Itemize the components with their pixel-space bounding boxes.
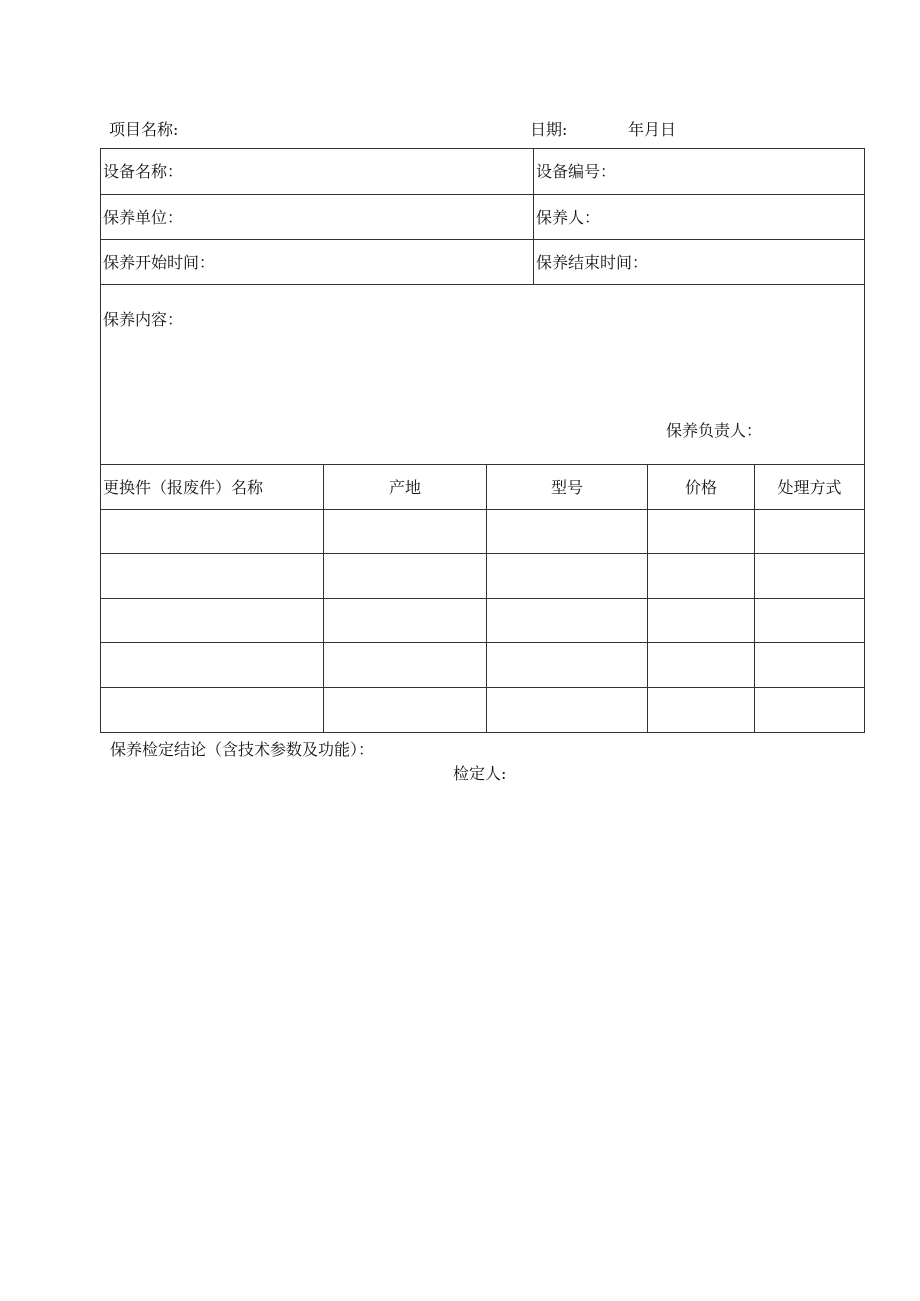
table-cell[interactable] [486, 598, 648, 643]
maintainer-field[interactable] [533, 194, 865, 240]
parts-header-model [486, 464, 648, 510]
maintenance-content-field[interactable] [100, 284, 865, 465]
table-cell[interactable] [647, 553, 755, 599]
table-cell[interactable] [754, 642, 865, 688]
table-cell[interactable] [647, 509, 755, 554]
parts-header-origin-label: 产地 [388, 478, 421, 497]
table-cell[interactable] [486, 687, 648, 733]
inspector-label: 检定人: [453, 764, 507, 783]
equipment-number-field[interactable] [533, 148, 865, 195]
table-cell[interactable] [323, 598, 487, 643]
table-cell[interactable] [754, 509, 865, 554]
end-time-field[interactable] [533, 239, 865, 285]
maintenance-content-label: 保养内容： [103, 310, 184, 329]
start-time-field[interactable] [100, 239, 534, 285]
parts-header-name [100, 464, 324, 510]
table-cell[interactable] [647, 642, 755, 688]
maintainer-label: 保养人： [536, 208, 601, 227]
start-time-label: 保养开始时间： [103, 253, 216, 272]
table-cell[interactable] [647, 598, 755, 643]
table-cell[interactable] [323, 553, 487, 599]
table-cell[interactable] [100, 687, 324, 733]
parts-header-name-label: 更换件（报废件）名称 [103, 478, 264, 497]
table-cell[interactable] [754, 553, 865, 599]
parts-header-price-label: 价格 [684, 478, 717, 497]
table-cell[interactable] [754, 598, 865, 643]
table-cell[interactable] [100, 553, 324, 599]
end-time-label: 保养结束时间： [536, 253, 649, 272]
project-name-label: 项目名称: [109, 120, 179, 139]
parts-header-disposal [754, 464, 865, 510]
table-cell[interactable] [754, 687, 865, 733]
table-cell[interactable] [323, 687, 487, 733]
table-cell[interactable] [323, 509, 487, 554]
table-cell[interactable] [100, 598, 324, 643]
maintenance-unit-label: 保养单位： [103, 208, 184, 227]
conclusion-label: 保养检定结论（含技术参数及功能）： [110, 740, 375, 759]
parts-header-model-label: 型号 [550, 478, 583, 497]
table-cell[interactable] [100, 642, 324, 688]
table-cell[interactable] [323, 642, 487, 688]
equipment-number-label: 设备编号： [536, 162, 617, 181]
table-cell[interactable] [100, 509, 324, 554]
equipment-name-label: 设备名称： [103, 162, 184, 181]
table-cell[interactable] [486, 553, 648, 599]
date-value: 年月日 [628, 120, 677, 139]
parts-header-disposal-label: 处理方式 [777, 478, 842, 497]
table-cell[interactable] [647, 687, 755, 733]
parts-header-origin [323, 464, 487, 510]
date-label: 日期: [530, 120, 568, 139]
equipment-name-field[interactable] [100, 148, 534, 195]
table-cell[interactable] [486, 509, 648, 554]
responsible-person-label: 保养负责人： [666, 421, 763, 440]
table-cell[interactable] [486, 642, 648, 688]
parts-header-price [647, 464, 755, 510]
maintenance-unit-field[interactable] [100, 194, 534, 240]
